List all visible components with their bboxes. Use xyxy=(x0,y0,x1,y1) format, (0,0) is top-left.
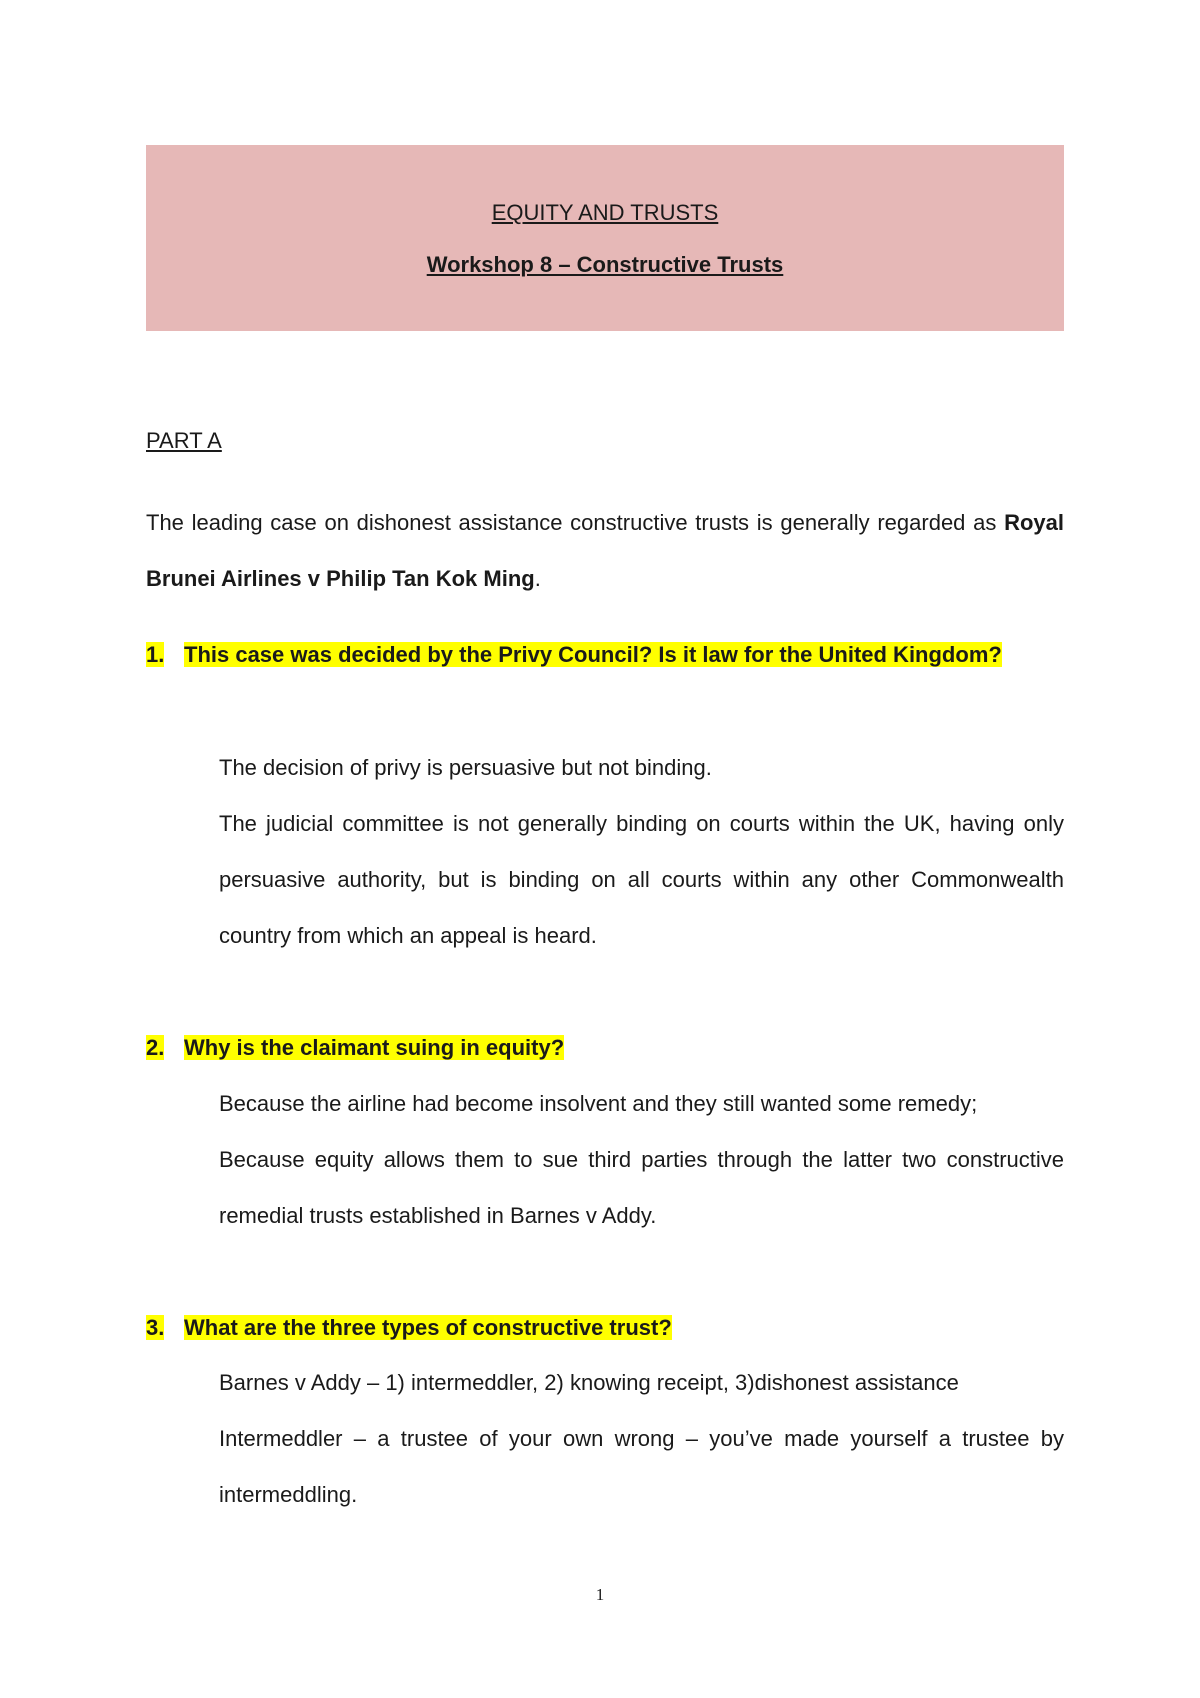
answer-paragraph: Because the airline had become insolvent and they still wanted some remedy; xyxy=(219,1091,978,1116)
intro-text: The leading case on dishonest assistance constructive trusts is generally regarded as xyxy=(146,510,1005,535)
question-text: What are the three types of constructive trust? xyxy=(184,1315,672,1340)
answer-paragraph: Intermeddler – a trustee of your own wrong – you’ve made yourself a trustee by intermeddling. xyxy=(219,1426,1064,1507)
answer-3 xyxy=(219,1355,1064,1523)
question-1 xyxy=(146,627,1064,683)
intro-end: . xyxy=(534,566,541,591)
page-number: 1 xyxy=(595,1585,605,1604)
answer-1 xyxy=(219,740,1064,964)
answer-paragraph: Because equity allows them to sue third parties through the latter two constructive remedial trusts established in Barnes v Addy. xyxy=(219,1147,1064,1228)
title-box xyxy=(146,145,1064,331)
question-text: This case was decided by the Privy Council? Is it law for the United Kingdom? xyxy=(184,642,1002,667)
part-heading: PART A xyxy=(146,428,222,453)
document-title: EQUITY AND TRUSTS xyxy=(491,200,719,225)
case-name: Royal Brunei Airlines v Philip Tan Kok Ming xyxy=(146,510,1064,591)
answer-paragraph: The decision of privy is persuasive but not binding. xyxy=(219,755,712,780)
answer-paragraph: Barnes v Addy – 1) intermeddler, 2) knowing receipt, 3)dishonest assistance xyxy=(219,1370,959,1395)
question-number: 2. xyxy=(146,1035,165,1060)
question-number: 3. xyxy=(146,1315,165,1340)
question-number: 1. xyxy=(146,642,165,667)
question-3 xyxy=(146,1300,1064,1356)
intro-paragraph xyxy=(146,495,1064,607)
question-text: Why is the claimant suing in equity? xyxy=(184,1035,565,1060)
question-2 xyxy=(146,1020,1064,1076)
answer-paragraph: The judicial committee is not generally binding on courts within the UK, having only persuasive authority, but is binding on all courts within any other Commonwealth country from which an appeal is heard. xyxy=(219,811,1064,948)
document-subtitle: Workshop 8 – Constructive Trusts xyxy=(426,252,784,277)
answer-2 xyxy=(219,1076,1064,1244)
